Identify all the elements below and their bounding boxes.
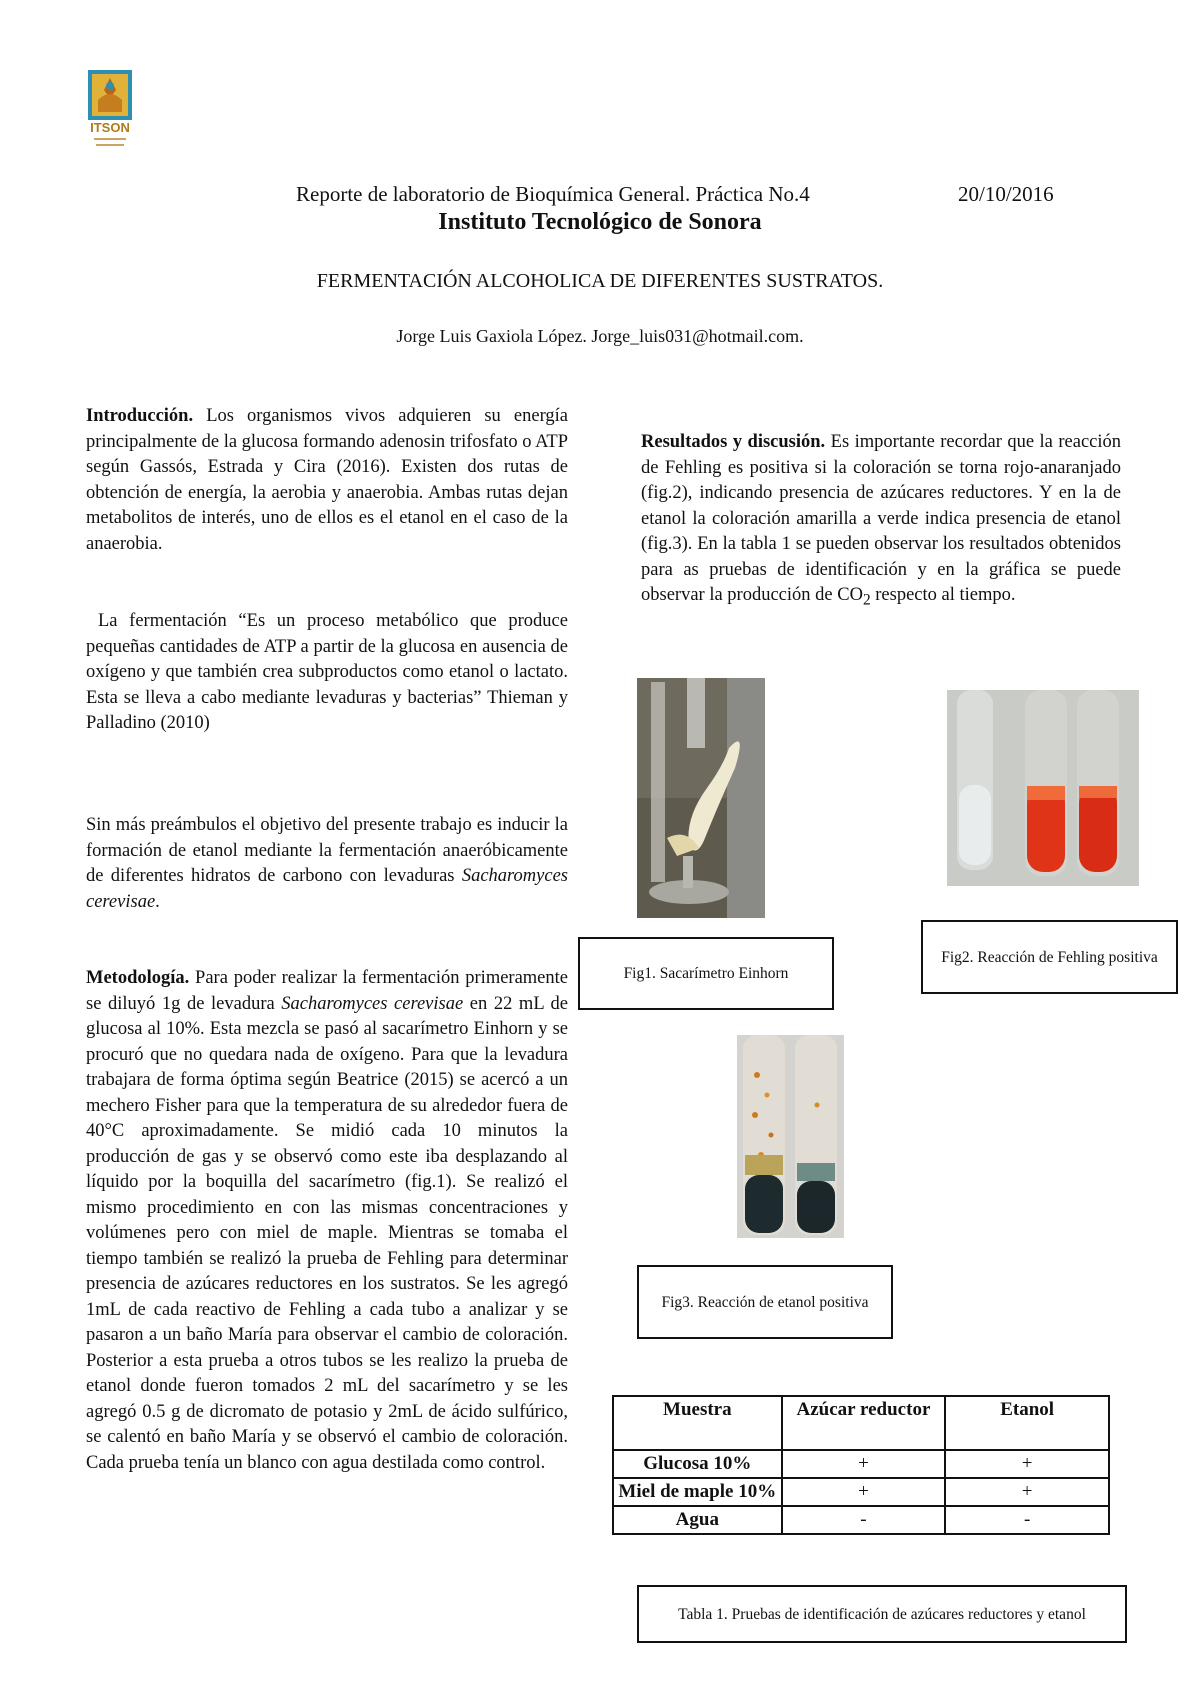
- institution-name: Instituto Tecnológico de Sonora: [438, 209, 762, 235]
- results-table: [612, 1395, 1110, 1535]
- logo-subtext-2: [96, 144, 124, 146]
- introduction-section: [86, 404, 568, 557]
- intro-paragraph-1: Introducción. Los organismos vivos adquieren su energía principalmente de la glucosa formando adenosin trifosfato o ATP según Gassós, Estrada y Cira (2016). Existen dos rutas de obtención de energía, la aerobia y anaerobia. Ambas rutas dejan metabolitos de interés, uno de ellos es el etanol en el caso de la anaerobia.: [86, 406, 568, 554]
- methods-section: Metodología. Para poder realizar la fermentación primeramente se diluyó 1g de levadura Sacharomyces cerevisae en 22 mL de glucosa al 10%. Esta mezcla se pasó al sacarímetro Einhorn y se procuró que no quedara nada de oxígeno. Para que la levadura trabajara de forma óptima según Beatrice (2015) se acercó a un mechero Fisher para que la temperatura de su alrededor fuera de 40°C aproximadamente. Se midió cada 10 minutos la producción de gas y se observó como este iba desplazando al líquido por la boquilla del sacarímetro (fig.1). Se realizó el mismo procedimiento en con las mismas concentraciones y volúmenes pero con miel de maple. Mientras se tomaba el tiempo también se realizó la prueba de Fehling para determinar presencia de azúcares reductores en los sustratos. Se les agregó 1mL de cada reactivo de Fehling a cada tubo a analizar y se pasaron a un baño María para observar el cambio de coloración. Posterior a esta prueba a otros tubos se les realizo la prueba de etanol donde fueron tomados 2 mL del sacarímetro y se les agregó 0.5 g de dicromato de potasio y 2mL de ácido sulfúrico, se calentó en baño María y se observó el cambio de coloración. Cada prueba tenía un blanco con agua destilada como control.: [86, 968, 568, 1473]
- logo-subtext: [94, 138, 126, 140]
- table-cell: Miel de maple 10%: [613, 1478, 782, 1506]
- table-header-row: [613, 1396, 1109, 1450]
- table-cell: +: [782, 1450, 946, 1478]
- species-name: Sacharomyces cerevisae: [86, 866, 568, 912]
- table-cell: -: [782, 1506, 946, 1534]
- intro-heading: Introducción.: [86, 406, 194, 426]
- author-line: Jorge Luis Gaxiola López. Jorge_luis031@hotmail.com.: [396, 326, 804, 346]
- fig3-caption: Fig3. Reacción de etanol positiva: [637, 1265, 893, 1339]
- methods-heading: Metodología.: [86, 968, 190, 988]
- intro-paragraph-3: Sin más preámbulos el objetivo del presente trabajo es inducir la formación de etanol mediante la fermentación anaeróbicamente de diferentes hidratos de carbono con levaduras Sacharomyces cerevisae.: [86, 815, 568, 912]
- table-cell: +: [782, 1478, 946, 1506]
- table-header-cell: Muestra: [613, 1396, 782, 1450]
- table-header-cell: Azúcar reductor: [782, 1396, 946, 1450]
- report-date: 20/10/2016: [958, 182, 1054, 206]
- results-heading: Resultados y discusión.: [641, 432, 826, 452]
- table-cell: Glucosa 10%: [613, 1450, 782, 1478]
- fig2-photo: [947, 690, 1139, 886]
- fig3-photo: [737, 1035, 844, 1238]
- table-row: [613, 1450, 1109, 1478]
- report-line: Reporte de laboratorio de Bioquímica General. Práctica No.4: [296, 182, 810, 206]
- intro-paragraph-2: La fermentación “Es un proceso metabólico que produce pequeñas cantidades de ATP a partir de la glucosa en ausencia de oxígeno y que también crea subproductos como etanol o lactato. Esta se lleva a cabo mediante levaduras y bacterias” Thieman y Palladino (2010): [86, 611, 568, 733]
- fig2-caption: Fig2. Reacción de Fehling positiva: [921, 920, 1178, 994]
- table1-caption: Tabla 1. Pruebas de identificación de azúcares reductores y etanol: [637, 1585, 1127, 1643]
- fig1-photo: [637, 678, 765, 918]
- itson-logo: [86, 70, 134, 152]
- table-cell: Agua: [613, 1506, 782, 1534]
- logo-text: ITSON: [90, 120, 130, 135]
- table-cell: +: [945, 1478, 1109, 1506]
- table-row: [613, 1506, 1109, 1534]
- table-cell: +: [945, 1450, 1109, 1478]
- results-section: Resultados y discusión. Es importante recordar que la reacción de Fehling es positiva si la coloración se torna rojo-anaranjado (fig.2), indicando presencia de azúcares reductores. Y en la de etanol la coloración amarilla a verde indica presencia de etanol (fig.3). En la tabla 1 se pueden observar los resultados obtenidos para as pruebas de identificación y en la gráfica se puede observar la producción de $CO_2$ respecto al tiempo.: [641, 432, 1122, 609]
- fig1-caption: Fig1. Sacarímetro Einhorn: [578, 937, 834, 1010]
- table-cell: -: [945, 1506, 1109, 1534]
- table-header-cell: Etanol: [945, 1396, 1109, 1450]
- species-name: Sacharomyces cerevisae: [281, 993, 464, 1014]
- table-row: [613, 1478, 1109, 1506]
- paper-title: FERMENTACIÓN ALCOHOLICA DE DIFERENTES SUSTRATOS.: [316, 270, 884, 292]
